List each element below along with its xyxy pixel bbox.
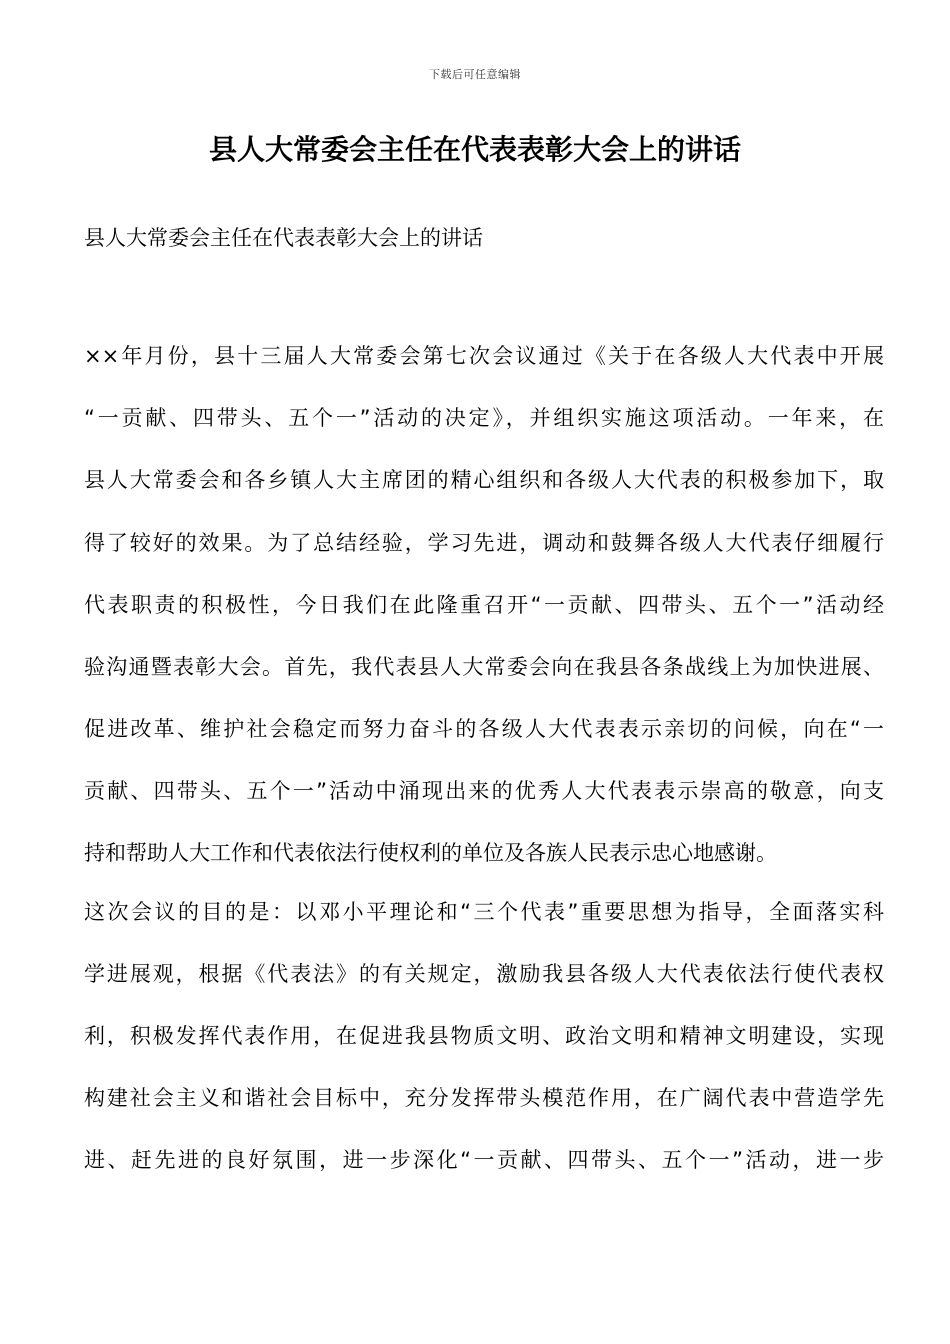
text-line: 验沟通暨表彰大会。首先，我代表县人大常委会向在我县各条战线上为加快进展、 xyxy=(84,655,884,679)
text-line: 持和帮助人大工作和代表依法行使权利的单位及各族人民表示忠心地感谢。 xyxy=(84,841,777,865)
text-line: 得了较好的效果。为了总结经验，学习先进，调动和鼓舞各级人大代表仔细履行 xyxy=(84,531,884,555)
text-line: 利，积极发挥代表作用，在促进我县物质文明、政治文明和精神文明建设，实现 xyxy=(84,1024,884,1048)
text-line: 贡献、四带头、五个一”活动中涌现出来的优秀人大代表表示崇高的敬意，向支 xyxy=(84,779,884,803)
text-line: ××年月份，县十三届人大常委会第七次会议通过《关于在各级人大代表中开展 xyxy=(84,344,884,368)
text-line: 进、赶先进的良好氛围，进一步深化“一贡献、四带头、五个一”活动，进一步 xyxy=(84,1148,884,1172)
text-line: 县人大常委会和各乡镇人大主席团的精心组织和各级人大代表的积极参加下，取 xyxy=(84,468,884,492)
text-line: “一贡献、四带头、五个一”活动的决定》，并组织实施这项活动。一年来，在 xyxy=(84,406,884,430)
document-subtitle: 县人大常委会主任在代表表彰大会上的讲话 xyxy=(84,226,483,250)
text-line: 构建社会主义和谐社会目标中，充分发挥带头模范作用，在广阔代表中营造学先 xyxy=(84,1086,884,1110)
text-line: 这次会议的目的是：以邓小平理论和“三个代表”重要思想为指导，全面落实科 xyxy=(84,900,884,924)
header-note: 下载后可任意编辑 xyxy=(429,68,521,81)
text-line: 学进展观，根据《代表法》的有关规定，激励我县各级人大代表依法行使代表权 xyxy=(84,962,884,986)
text-line: 代表职责的积极性，今日我们在此隆重召开“一贡献、四带头、五个一”活动经 xyxy=(84,593,884,617)
text-line: 促进改革、维护社会稳定而努力奋斗的各级人大代表表示亲切的问候，向在“一 xyxy=(84,717,884,741)
document-title: 县人大常委会主任在代表表彰大会上的讲话 xyxy=(208,133,741,166)
